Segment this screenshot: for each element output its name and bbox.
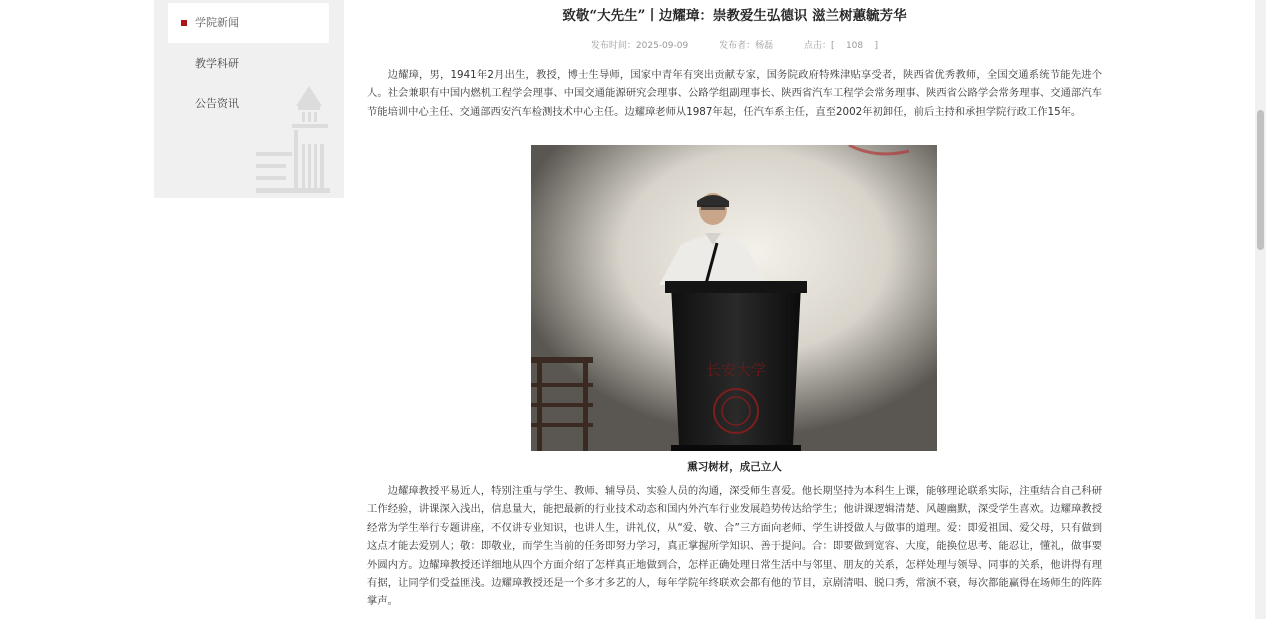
click-count: 点击：[ 108 ]	[803, 41, 879, 51]
article-paragraph: 边耀璋，男，1941年2月出生，教授，博士生导师，国家中青年有突出贡献专家，国务院政府特殊津贴享受者，陕西省优秀教师，全国交通系统节能先进个人。社会兼职有中国内燃机工程学会理事、中国交通能源研究会理事、公路学组副理事长、陕西省汽车工程学会常务理事、陕西省公路学会常务理事、交通部汽车节能培训中心主任、交通部西安汽车检测技术中心主任。边耀璋老师从1987年起，任汽车系主任，直至2002年初卸任，前后主持和承担学院行政工作15年。	[367, 69, 1102, 118]
sidebar-item-label: 教学科研	[195, 57, 239, 70]
article-paragraph: 边耀璋教授平易近人，特别注重与学生、教师、辅导员、实验人员的沟通，深受师生喜爱。他长期坚持为本科生上课，能够理论联系实际，注重结合自己科研工作经验，讲课深入浅出，信息量大，能把最新的行业技术动态和国内外汽车行业发展趋势传达给学生；他讲课逻辑清楚、风趣幽默，深受学生喜欢。边耀璋教授经常为学生举行专题讲座，不仅讲专业知识，也讲人生，讲礼仪，从“爱、敬、合”三方面向老师、学生讲授做人与做事的道理。爱：即爱祖国、爱父母，只有做到这点才能去爱别人；敬：即敬业，而学生当前的任务即努力学习，真正掌握所学知识、善于提问。合：即要做到宽容、大度，能换位思考、能忍让，懂礼，做事要外圆内方。边耀璋教授还详细地从四个方面介绍了怎样真正地做到合，怎样正确处理日常生活中与邻里、朋友的关系，怎样处理与领导、同事的关系，他讲得有理有据，让同学们受益匪浅。边耀璋教授还是一个多才多艺的人，每年学院年终联欢会都有他的节目，京剧清唱、脱口秀，常演不衰，每次都能赢得在场师生的阵阵掌声。	[367, 485, 1102, 608]
scrollbar-thumb[interactable]	[1257, 110, 1264, 250]
photo-caption: 熏习树材，成己立人	[687, 461, 782, 473]
sidebar-item-label: 学院新闻	[195, 16, 239, 29]
podium-inscription: 长安大学	[705, 361, 767, 379]
article-title: 致敬“大先生”丨边耀璋：崇教爱生弘德识 滋兰树蕙毓芳华	[562, 8, 907, 24]
page-scrollbar[interactable]	[1255, 0, 1266, 619]
speaker-podium-image	[531, 145, 937, 451]
active-bullet-icon	[181, 20, 187, 26]
sidebar-nav	[154, 0, 344, 198]
article-meta	[367, 38, 1102, 51]
publisher: 发布者：杨磊	[719, 41, 774, 51]
building-watermark-icon	[252, 86, 334, 196]
sidebar-item-teaching-research[interactable]	[168, 44, 329, 84]
sidebar-item-college-news[interactable]	[168, 3, 329, 43]
sidebar-item-label: 公告资讯	[195, 97, 239, 110]
publish-date: 发布时间：2025-09-09	[590, 41, 689, 51]
article-photo	[531, 145, 937, 451]
